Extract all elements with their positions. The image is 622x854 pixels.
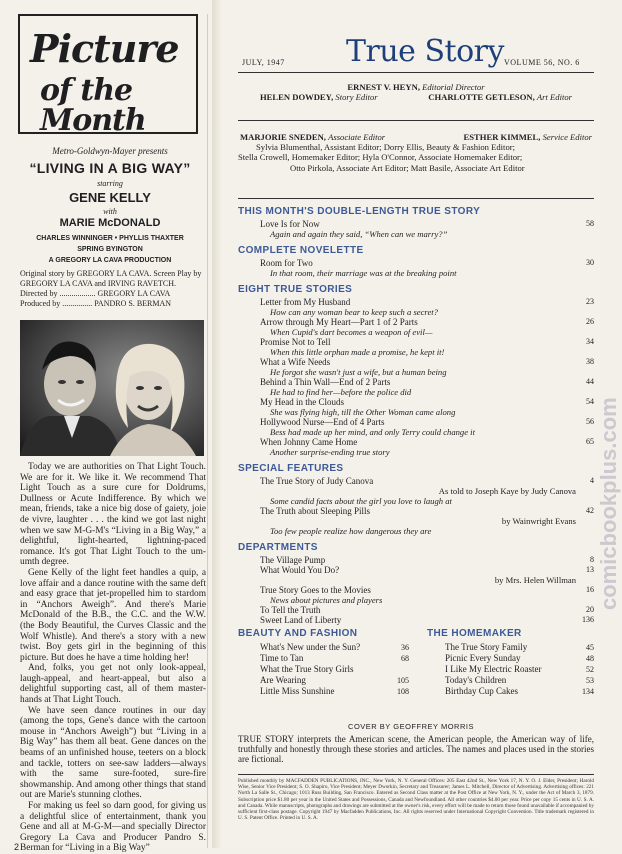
toc-entry-title: Time to Tan [260,653,304,663]
toc-entry-page: 58 [586,219,594,228]
section-heading: THIS MONTH'S DOUBLE-LENGTH TRUE STORY [238,206,481,217]
toc-entry [238,675,409,686]
page-gutter [212,0,222,848]
director-credit: Directed by .................. GREGORY LA CAVA [20,289,171,298]
toc-entry-page: 26 [586,317,594,326]
staff-line: Stella Crowell, Homemaker Editor; Hyla O'Connor, Associate Homemaker Editor; [238,152,523,163]
toc-entry-page: 65 [586,437,594,446]
editorial-statement: TRUE STORY interprets the American scene, the American people, the American way of life, truthfully and honestly through these stories and articles. The names and places used in the stories are fictional. [238,734,594,765]
review-paragraph: And, folks, you get not only look-appeal, laugh-appeal, and heart-appeal, but also a delightful supporting cast, all of them master-hands at That Light Touch. [20,663,206,706]
staff-role: Story Editor [335,92,378,103]
starring-label: starring [97,179,123,188]
toc-entry [423,653,594,664]
toc-entry [238,615,594,625]
toc-entry [423,675,594,686]
toc-entry-page: 8 [590,555,594,564]
toc-entry [238,297,594,317]
toc-entry-title: When Johnny Came Home [260,437,358,447]
magazine-title: True Story [346,34,504,69]
movie-still-photo [20,320,204,456]
toc-entry [238,555,594,565]
staff-role: Associate Editor [328,132,386,142]
toc-entry [238,317,594,337]
toc-entry [238,258,594,278]
staff-rule [238,120,594,121]
toc-entry-page: 42 [586,506,594,515]
section-entries [423,642,594,697]
toc-entry-subtitle: He had to find her—before the police did [270,387,412,397]
two-column-sections [238,628,594,697]
toc-entry-page: 105 [397,676,409,685]
toc-entry-title: What's New under the Sun? [260,642,361,652]
toc-entry-title: Little Miss Sunshine [260,686,335,696]
section-entries [238,297,594,457]
staff-line: Sylvia Blumenthal, Assistant Editor; Dorry Ellis, Beauty & Fashion Editor; [256,142,515,153]
toc-entry-page: 34 [586,337,594,346]
toc-entry [238,337,594,357]
staff-row [238,82,594,92]
toc-entry-title: Promise Not to Tell [260,337,331,347]
toc-entry-subtitle: In that room, their marriage was at the breaking point [270,268,457,278]
staff-name: CHARLOTTE GETLESON, [428,92,535,103]
staff-row [238,132,594,142]
film-credits [20,269,206,309]
toc-entry [238,476,594,506]
toc-entry-subtitle: Too few people realize how dangerous they are [270,526,432,536]
staff-role: Art Editor [536,92,572,103]
lead-actress: MARIE McDONALD [59,217,161,229]
review-paragraph: Today we are authorities on That Light Touch. We are for it. We like it. We recommend That Light Touch as a sure cure for Doldrums, Dullness or Acute Indifference. By which we mean, friends, take a nice big dose of gaiety, joie de vivre, laughter . . . the kind we got last night when we saw M-G-M's “Living in a Big Way,” a delightful, light-hearted, lightning-paced romance. It's got That Light Touch to the um-umth degree. [20,462,206,568]
staff-block-top [238,82,594,102]
section-entries [238,555,594,625]
review-paragraph: For making us feel so darn good, for giving us a delightful slice of entertainment, thank you Gene and all at M-G-M—and specially Director Gregory La Cava and Producer Pandro S. Berman for “Living in a Big Way” [20,801,206,854]
toc-entry-title: The Village Pump [260,555,326,565]
producer-credit: Produced by ............... PANDRO S. BERMAN [20,299,172,308]
toc-entry-title: Are Wearing [260,675,306,685]
toc-entry-title: Picnic Every Sunday [445,653,521,663]
toc-entry [423,686,594,697]
movie-still-illustration [20,320,204,456]
section-entries [238,258,594,278]
picture-of-the-month-logo [18,14,198,138]
toc-entry-title: Room for Two [260,258,313,268]
masthead-rule [238,72,594,73]
toc-entry-author: As told to Joseph Kaye by Judy Canova [438,486,576,496]
page-number: 2 [14,842,20,852]
contents-column: JULY, 1947 True Story VOLUME 56, NO. 6 ERNEST V. HEYN, Editorial Director HELEN DOWDEY, Story Editor CHARLOTTE GETLESON, Art Editor MARJORIE SNEDEN, Associate Editor ESTHER KIMMEL, Service Editor Sylvia Blumenthal, Assistant Editor; Dorry Ellis, Beauty & Fashion Editor; Stella Crowell, Homemaker Editor; Hyla O'Connor, Associate Homemaker Editor; Otto Pirkola, Associate Art Editor; Matt Basile, Associate Art Editor THIS MONTH'S DOUBLE-LENGTH TRUE STORY Love Is for Now 58 Again and again they said, “When can we marry?” COMPLETE NOVELETTE Room for Two 30 In that room, their marriage was at the breaking point EIGHT TRUE STORIES Letter from My Husband 23 How can any woman bear to keep such a secret? Arrow through My Heart—Part 1 of 2 Parts 26 When Cupid's dart becomes a weapon of evil— Promise Not to Tell 34 When this little orphan made a promise, he kept it! What a Wife Needs 38 He forgot she wasn't just a wife, but a human being Behind a Thin Wall—End of 2 Parts 44 He had to find her—before the police did My Head in the Clouds 54 She was flying high, till the Other Woman came along Hollywood Nurse—End of 4 Parts 56 Bess had made up her mind, and only Terry could change it When Johnny Came Home 65 Another surprise-ending true story SPECIAL FEATURES The True Story of Judy Canova As told to Joseph Kaye by Judy Canova 4 Some candid facts about the girl you love to laugh at The Truth about Sleeping Pills by Wainwright Evans 42 Too few people realize how dangerous they are DEPARTMENTS The Village Pump 8 What Would You Do? by Mrs. Helen Willman 13 True Story Goes to the Movies 16 News about pictures and players To Tell the Truth 20 Sweet Land of Liberty 136 BEAUTY AND FASHION What's New under the Sun? 36 Time to Tan 68 What the True Story Girls Are Wearing 105 Little Miss Sunshine 108 THE HOMEMAKER The True Story Family 45 Picnic Every Sunday 48 I Like My Electric Roaster 52 Today's Children 53 Birthday Cup Cakes 134 COVER BY GEOFFREY MORRIS TRUE STORY interprets the American scene, the American people, the American way of life, truthfully and honestly through these stories and articles. The names and places used in the stories are fictional. Published monthly by MACFADDEN PUBLICATIONS, INC., New York, N. Y. General Offices: 205 East 42nd St., New York 17, N. Y. O. J. Elder, President; Harold Wise, Senior Vice President; S. O. Shapiro, Vice President; Meyer Dworkin, Secretary and Treasurer; James L. Mitchell, Director of Advertising. Advertising offices: 221 North La Salle St., Chicago; 1013 Russ Building, San Francisco. Entered as Second Class matter at the Post Office at New York, N. Y., under the Act of March 3, 1879. Subscription price $1.80 per year in the United States and Possessions, Canada and Newfoundland. All other countries $4.00 per year. Price per copy 15 cents in U. S. A. and Canada. While manuscripts, photographs and drawings are submitted at the owner's risk, every effort will be made to return those found unavailable if accompanied by sufficient first-class postage. Copyright 1947 by Macfadden Publications, Inc. All rights reserved under International Copyright Convention. Title trademark registered in U. S. Patent Office. Printed in U. S. A. comicbookplus.com [222,0,600,848]
toc-entry [423,664,594,675]
movie-title: “LIVING IN A BIG WAY” [29,160,191,176]
staff-row [238,92,594,102]
toc-entry [238,417,594,437]
toc-entry-page: 54 [586,397,594,406]
supporting-cast-line-2: SPRING BYINGTON [77,246,143,253]
staff-block-bottom [238,132,594,173]
toc-entry-title: What a Wife Needs [260,357,331,367]
section-heading: BEAUTY AND FASHION [238,628,358,639]
toc-entry-page: 45 [586,643,594,652]
toc-entry-page: 16 [586,585,594,594]
staff-name: HELEN DOWDEY, [260,92,334,103]
lead-actor: GENE KELLY [69,190,151,205]
toc-entry [238,664,409,675]
table-of-contents [238,206,594,631]
toc-entry-title: The Truth about Sleeping Pills [260,506,371,516]
review-paragraph: We have seen dance routines in our day (among the tops, Gene's dance with the cartoon mouse in “Anchors Aweigh”) but “Living in a Big Way” has them all beat. Gene dances on the beams of an unfinished house, teeters on a block and tackle, totters on see-saw ladders—always with the same sure-footed, sure-fire showmanship. And among other things that stand out are Marie's stunning clothes. [20,705,206,801]
production-line: A GREGORY LA CAVA PRODUCTION [48,257,172,264]
toc-entry-title: Behind a Thin Wall—End of 2 Parts [260,377,391,387]
issue-volume: VOLUME 56, NO. 6 [504,58,580,67]
toc-entry [423,642,594,653]
column-divider [207,14,208,848]
toc-entry-subtitle: How can any woman bear to keep such a secret? [270,307,438,317]
studio-line: Metro-Goldwyn-Mayer presents [52,146,168,156]
toc-entry-subtitle: Another surprise-ending true story [270,447,390,457]
toc-entry-title: Sweet Land of Liberty [260,615,342,625]
toc-entry-title: Letter from My Husband [260,297,351,307]
toc-entry-subtitle: News about pictures and players [270,595,383,605]
staff-row [238,163,594,173]
staff-row [238,142,594,152]
fineprint-rule [238,774,594,775]
toc-entry [238,653,409,664]
section-heading: THE HOMEMAKER [427,628,522,639]
logo-line-1: Picture [30,26,179,71]
toc-entry-title: Arrow through My Heart—Part 1 of 2 Parts [260,317,418,327]
toc-entry-title: True Story Goes to the Movies [260,585,371,595]
staff-line: Otto Pirkola, Associate Art Editor; Matt Basile, Associate Art Editor [290,162,525,173]
section-heading: COMPLETE NOVELETTE [238,245,364,256]
toc-entry [238,565,594,585]
toc-entry-page: 52 [586,665,594,674]
picture-of-the-month-column [14,14,206,854]
section-entries [238,476,594,536]
toc-entry [238,686,409,697]
toc-entry [238,397,594,417]
toc-entry-title: Today's Children [445,675,507,685]
toc-entry-page: 4 [590,476,594,485]
toc-entry-page: 108 [397,687,409,696]
toc-entry-title: Hollywood Nurse—End of 4 Parts [260,417,385,427]
toc-entry-subtitle: When Cupid's dart becomes a weapon of evil— [270,327,433,337]
toc-entry-page: 44 [586,377,594,386]
toc-entry [238,585,594,605]
toc-entry-page: 53 [586,676,594,685]
cover-credit: COVER BY GEOFFREY MORRIS [348,722,474,731]
story-credit: Original story by GREGORY LA CAVA. Screen Play by GREGORY LA CAVA and IRVING RAVETCH. [20,269,202,288]
toc-entry [238,506,594,536]
toc-entry-page: 23 [586,297,594,306]
section-heading: DEPARTMENTS [238,542,318,553]
staff-name: MARJORIE SNEDEN, [240,132,326,142]
movie-review [20,462,206,854]
toc-entry-page: 20 [586,605,594,614]
supporting-cast-line-1: CHARLES WINNINGER • PHYLLIS THAXTER [36,235,184,242]
contents-rule [238,198,594,199]
homemaker-section [423,628,594,697]
toc-entry-title: Love Is for Now [260,219,320,229]
toc-entry-subtitle: Bess had made up her mind, and only Terry could change it [270,427,475,437]
toc-entry-page: 136 [582,615,594,624]
section-entries [238,642,409,697]
staff-name: ESTHER KIMMEL, [463,132,541,142]
staff-role: Editorial Director [422,82,485,92]
toc-entry [238,357,594,377]
review-paragraph: Gene Kelly of the light feet handles a quip, a love affair and a dance routine with the same deft and easy grace that jet-propelled him to stardom in “Anchors Aweigh”. And there's Marie McDonald of the B.B., the C.C. and the W.W. (the Body Beautiful, the Curves Classic and the Wolf Whistle). And there's a story with a new twist. Boy gets girl in the beginning of this picture. But does he have a time holding her! [20,567,206,663]
toc-entry [238,605,594,615]
staff-name: ERNEST V. HEYN, [347,82,420,92]
issue-date: JULY, 1947 [242,58,285,67]
staff-role: Service Editor [542,132,592,142]
with-label: with [103,207,117,216]
toc-entry-subtitle: When this little orphan made a promise, he kept it! [270,347,445,357]
toc-entry-page: 56 [586,417,594,426]
section-heading: EIGHT TRUE STORIES [238,284,353,295]
toc-entry-title: What Would You Do? [260,565,340,575]
supporting-cast [14,233,206,266]
toc-entry-title: Birthday Cup Cakes [445,686,518,696]
logo-line-2: of the Month [40,73,146,138]
toc-entry-subtitle: Some candid facts about the girl you love to laugh at [270,496,452,506]
beauty-fashion-section [238,628,409,697]
toc-entry-author: by Mrs. Helen Willman [494,575,576,585]
toc-entry-subtitle: She was flying high, till the Other Woman came along [270,407,456,417]
toc-entry-title: I Like My Electric Roaster [445,664,542,674]
section-entries [238,219,594,239]
toc-entry-title: To Tell the Truth [260,605,321,615]
toc-entry [238,377,594,397]
toc-entry-subtitle: Again and again they said, “When can we marry?” [270,229,448,239]
toc-entry-author: by Wainwright Evans [501,516,576,526]
toc-entry-page: 30 [586,258,594,267]
toc-entry-page: 38 [586,357,594,366]
toc-entry-page: 48 [586,654,594,663]
toc-entry [238,437,594,457]
toc-entry [238,219,594,239]
toc-entry-title: The True Story Family [445,642,528,652]
toc-entry-title: My Head in the Clouds [260,397,344,407]
toc-entry-subtitle: He forgot she wasn't just a wife, but a human being [270,367,447,377]
toc-entry-page: 134 [582,687,594,696]
section-heading: SPECIAL FEATURES [238,463,344,474]
toc-entry-title: What the True Story Girls [260,664,354,674]
toc-entry-page: 36 [401,643,409,652]
staff-row [238,152,594,162]
toc-entry-title: The True Story of Judy Canova [260,476,374,486]
toc-entry-page: 13 [586,565,594,574]
publisher-fineprint: Published monthly by MACFADDEN PUBLICATIONS, INC., New York, N. Y. General Offices: 205 East 42nd St., New York 17, N. Y. O. J. Elder, President; Harold Wise, Senior Vice President; S. O. Shapiro, Vice President; Meyer Dworkin, Secretary and Treasurer; James L. Mitchell, Director of Advertising. Advertising offices: 221 North La Salle St., Chicago; 1013 Russ Building, San Francisco. Entered as Second Class matter at the Post Office at New York, N. Y., under the Act of March 3, 1879. Subscription price $1.80 per year in the United States and Possessions, Canada and Newfoundland. All other countries $4.00 per year. Price per copy 15 cents in U. S. A. and Canada. While manuscripts, photographs and drawings are submitted at the owner's risk, every effort will be made to return those found unavailable if accompanied by sufficient first-class postage. Copyright 1947 by Macfadden Publications, Inc. All rights reserved under International Copyright Convention. Title trademark registered in U. S. Patent Office. Printed in U. S. A. [238,778,594,822]
toc-entry [238,642,409,653]
toc-entry-page: 68 [401,654,409,663]
